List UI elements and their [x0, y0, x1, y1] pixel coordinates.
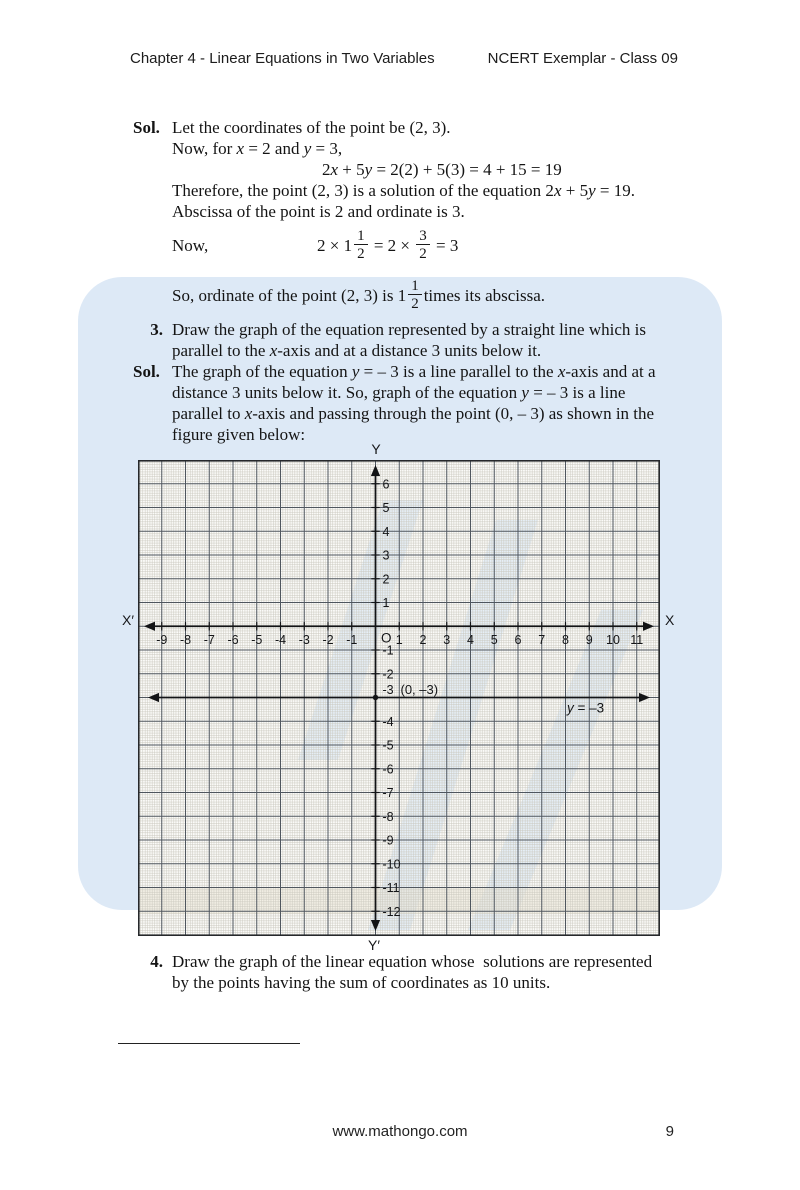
svg-text:10: 10 — [606, 632, 620, 647]
solution-2-equation: 2x + 5y = 2(2) + 5(3) = 4 + 15 = 19 — [322, 160, 562, 179]
solution-2-line-2: Now, for x = 2 and y = 3, — [172, 139, 343, 158]
svg-text:-1: -1 — [346, 632, 358, 647]
svg-text:-10: -10 — [382, 857, 401, 872]
svg-text:(0, –3): (0, –3) — [400, 682, 439, 697]
now-label: Now, — [172, 235, 209, 255]
svg-text:8: 8 — [562, 632, 569, 647]
header-book-title: NCERT Exemplar - Class 09 — [487, 50, 678, 67]
svg-text:-11: -11 — [382, 881, 400, 895]
fraction-2: $\frac{3}{2}$ — [416, 228, 430, 263]
page-header — [130, 50, 678, 67]
svg-text:-4: -4 — [382, 714, 394, 729]
y-axis-bottom-label: Y′ — [368, 937, 380, 953]
svg-text:4: 4 — [467, 632, 474, 647]
svg-text:3: 3 — [443, 632, 451, 647]
x-axis-left-label: X′ — [122, 612, 134, 628]
svg-text:-6: -6 — [382, 762, 394, 777]
svg-text:-1: -1 — [382, 643, 394, 658]
svg-text:1: 1 — [382, 596, 390, 610]
solution-3 — [133, 361, 681, 445]
solution-3-line-3: parallel to x-axis and passing through the point (0, – 3) as shown in the — [172, 404, 655, 423]
svg-text:-2: -2 — [382, 667, 394, 682]
solution-2-line-4: Therefore, the point (2, 3) is a solution of the equation 2x + 5y = 19. — [172, 181, 635, 200]
svg-text:11: 11 — [630, 632, 644, 647]
question-3 — [133, 319, 681, 361]
svg-text:7: 7 — [538, 632, 546, 647]
solution-3-line-4: figure given below: — [172, 425, 306, 444]
solution-3-line-2: distance 3 units below it. So, graph of the equation y = – 3 is a line — [172, 383, 626, 402]
svg-text:-5: -5 — [382, 738, 394, 753]
svg-text:y = –3: y = –3 — [567, 700, 605, 716]
svg-text:1: 1 — [395, 632, 403, 647]
svg-text:5: 5 — [382, 501, 390, 515]
question-4-line-2: by the points having the sum of coordinates as 10 units. — [172, 973, 551, 992]
conclusion-line: So, ordinate of the point (2, 3) is 1 $\frac{1}{2}$ times its abscissa. — [172, 277, 546, 312]
page-body — [133, 117, 681, 445]
svg-text:-8: -8 — [179, 632, 192, 647]
svg-text:O: O — [381, 630, 392, 646]
solution-3-line-1: The graph of the equation y = – 3 is a line parallel to the x-axis and at a — [172, 362, 656, 381]
svg-text:6: 6 — [382, 477, 390, 492]
question-4-number: 4. — [150, 952, 163, 971]
svg-text:-7: -7 — [203, 632, 215, 647]
question-3-line-2: parallel to the x-axis and at a distance 3 units below it. — [172, 341, 542, 360]
fraction-expression: 2 × 1 $\frac{1}{2}$ = 2 × $\frac{3}{2}$ = 3 — [317, 227, 459, 262]
y-axis-top-label: Y — [371, 441, 381, 457]
svg-text:2: 2 — [382, 572, 390, 587]
svg-text:-5: -5 — [251, 632, 263, 647]
svg-text:9: 9 — [585, 632, 593, 647]
svg-text:-6: -6 — [227, 632, 239, 647]
page-number: 9 — [665, 1123, 674, 1140]
svg-text:5: 5 — [490, 632, 498, 647]
footnote-rule — [118, 1043, 300, 1044]
svg-text:-2: -2 — [322, 632, 334, 647]
svg-text:-8: -8 — [382, 809, 394, 824]
question-4-line-1: Draw the graph of the linear equation whose solutions are represented — [172, 952, 653, 971]
page-footer — [0, 1123, 800, 1140]
question-4 — [133, 951, 681, 993]
svg-text:-3: -3 — [298, 632, 310, 647]
solution-2-line-5: Abscissa of the point is 2 and ordinate is 3. — [172, 202, 465, 221]
svg-text:4: 4 — [382, 524, 390, 539]
fraction-1: $\frac{1}{2}$ — [354, 228, 368, 263]
svg-text:-3: -3 — [382, 683, 394, 697]
x-axis-right-label: X — [665, 612, 675, 628]
svg-text:-7: -7 — [382, 786, 394, 800]
svg-text:2: 2 — [419, 632, 427, 647]
svg-text:-4: -4 — [274, 632, 287, 647]
question-3-number: 3. — [150, 320, 163, 339]
header-chapter-title: Chapter 4 - Linear Equations in Two Variables — [130, 50, 435, 67]
svg-text:-9: -9 — [156, 632, 168, 647]
solution-2-line-1: Let the coordinates of the point be (2, 3). — [172, 118, 451, 137]
question-3-line-1: Draw the graph of the equation represented by a straight line which is — [172, 320, 646, 339]
solution-3-label: Sol. — [133, 362, 160, 381]
svg-text:-9: -9 — [382, 833, 394, 848]
coordinate-graph — [138, 460, 660, 936]
fraction-line — [172, 222, 681, 268]
solution-2 — [133, 117, 681, 316]
fraction-3: $\frac{1}{2}$ — [408, 278, 422, 313]
svg-text:3: 3 — [382, 548, 390, 563]
svg-text:-12: -12 — [382, 904, 401, 919]
svg-text:6: 6 — [514, 632, 522, 647]
footer-site-url: www.mathongo.com — [332, 1123, 468, 1140]
solution-label: Sol. — [133, 118, 160, 137]
